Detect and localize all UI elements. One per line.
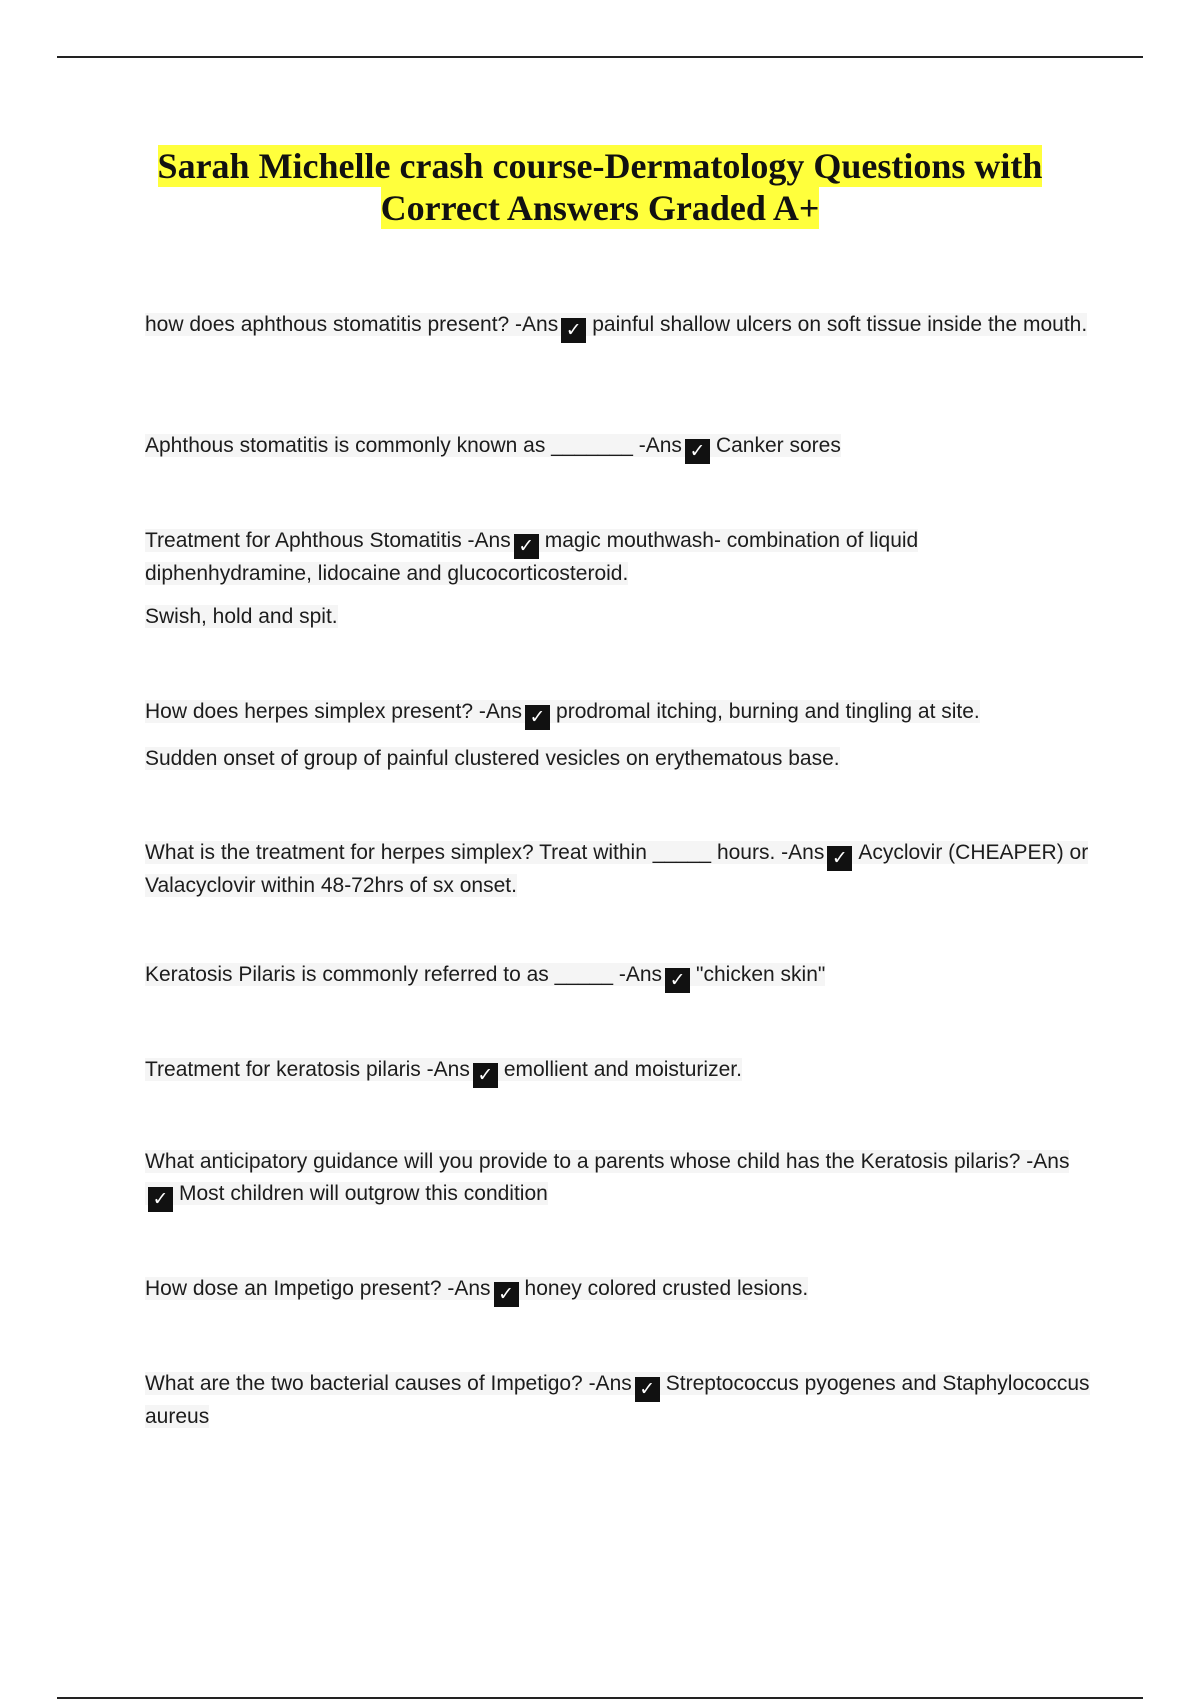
answer-text: Acyclovir (CHEAPER) or Valacyclovir within 48-72hrs of sx onset. [145, 841, 1089, 897]
checkmark-icon: ✓ [827, 846, 852, 871]
qa-item [145, 960, 1090, 993]
checkmark-icon: ✓ [525, 705, 550, 730]
question-text: What is the treatment for herpes simplex? Treat within _____ hours. -Ans [145, 841, 825, 864]
checkmark-icon: ✓ [665, 968, 690, 993]
question-text: Aphthous stomatitis is commonly known as _______ -Ans [145, 434, 682, 457]
qa-item [145, 1274, 1090, 1307]
question-text: Keratosis Pilaris is commonly referred to as _____ -Ans [145, 963, 663, 986]
checkmark-icon: ✓ [635, 1377, 660, 1402]
question-text: how does aphthous stomatitis present? -Ans [145, 313, 559, 336]
question-text: How dose an Impetigo present? -Ans [145, 1277, 491, 1300]
question-text: What anticipatory guidance will you provide to a parents whose child has the Keratosis pilaris? -Ans [145, 1150, 1070, 1173]
checkmark-icon: ✓ [494, 1282, 519, 1307]
qa-item [145, 526, 1090, 631]
qa-item [145, 1055, 1090, 1088]
qa-item [145, 431, 1090, 464]
question-text: What are the two bacterial causes of Impetigo? -Ans [145, 1372, 632, 1395]
answer-text: Streptococcus pyogenes and Staphylococcus aureus [145, 1372, 1090, 1428]
answer-text: Most children will outgrow this condition [179, 1182, 548, 1205]
answer-text: Canker sores [715, 434, 841, 457]
checkmark-icon: ✓ [148, 1187, 173, 1212]
title-line-2: Correct Answers Graded A+ [380, 188, 820, 228]
answer-text: "chicken skin" [696, 963, 826, 986]
answer-text: prodromal itching, burning and tingling at site. [556, 700, 980, 723]
answer-text: emollient and moisturizer. [503, 1058, 742, 1081]
qa-item [145, 1146, 1090, 1212]
title-line-1: Sarah Michelle crash course-Dermatology Questions with [157, 146, 1043, 186]
question-text: How does herpes simplex present? -Ans [145, 700, 523, 723]
answer-text: honey colored crusted lesions. [524, 1277, 809, 1300]
question-text: Treatment for Aphthous Stomatitis -Ans [145, 529, 511, 552]
page-title [100, 145, 1100, 229]
top-rule [57, 56, 1143, 58]
qa-item [145, 838, 1090, 900]
answer-continuation: Swish, hold and spit. [145, 605, 338, 628]
qa-item [145, 697, 1090, 773]
checkmark-icon: ✓ [473, 1063, 498, 1088]
answer-text: painful shallow ulcers on soft tissue inside the mouth. [592, 313, 1088, 336]
checkmark-icon: ✓ [685, 439, 710, 464]
checkmark-icon: ✓ [514, 534, 539, 559]
answer-continuation: Sudden onset of group of painful clustered vesicles on erythematous base. [145, 747, 840, 770]
answer-text: magic mouthwash- combination of liquid diphenhydramine, lidocaine and glucocorticosteroid. [145, 529, 919, 585]
bottom-rule [57, 1697, 1143, 1699]
question-text: Treatment for keratosis pilaris -Ans [145, 1058, 470, 1081]
checkmark-icon: ✓ [561, 318, 586, 343]
qa-item [145, 1369, 1090, 1431]
qa-item [145, 310, 1090, 343]
